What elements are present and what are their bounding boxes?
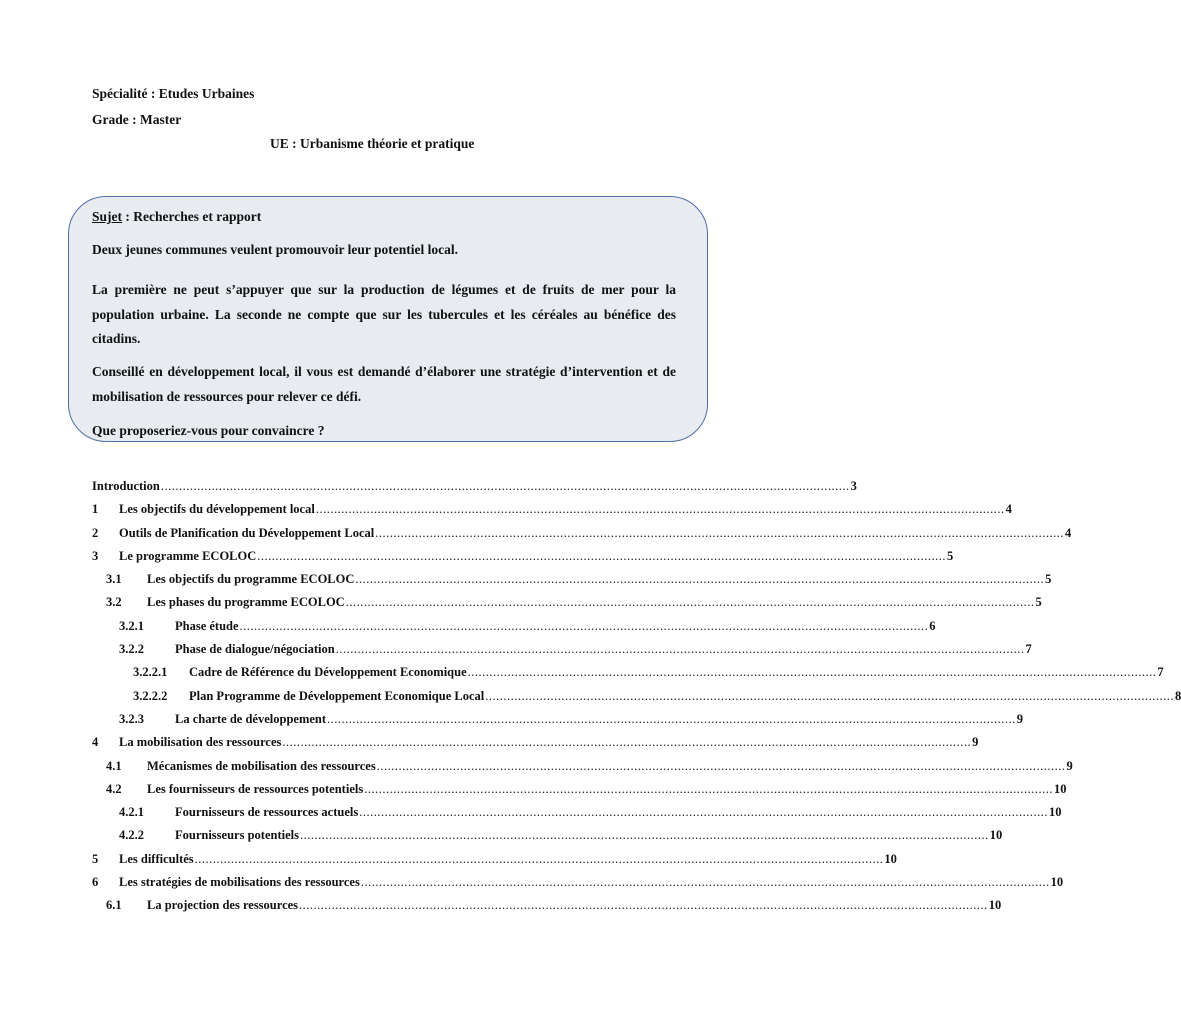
- toc-entry-page: 10: [1053, 781, 1067, 796]
- toc-entry[interactable]: [92, 479, 857, 502]
- toc-entry[interactable]: [92, 502, 1012, 525]
- toc-entry-title: Le programme ECOLOC: [119, 548, 257, 563]
- toc-entry-number: 5: [92, 851, 99, 866]
- toc-entry[interactable]: [92, 618, 936, 642]
- toc-entry[interactable]: [92, 595, 1042, 618]
- toc-entry-number: 4: [92, 735, 99, 750]
- toc-entry-number: 6.1: [106, 898, 122, 913]
- toc-entry-number: 4.1: [106, 758, 122, 773]
- toc-leader-dots: ..............................................................................................................................................................................................: [335, 642, 1025, 657]
- toc-entry-page: 10: [988, 898, 1002, 913]
- toc-entry[interactable]: [92, 828, 1003, 851]
- subject-paragraph-3: Conseillé en développement local, il vous est demandé d’élaborer une stratégie d’intervention et de mobilisation de ressources pour relever ce défi.: [92, 364, 676, 404]
- toc-leader-dots: ..............................................................................................................................................................................................: [282, 735, 972, 750]
- toc-entry[interactable]: [92, 805, 1062, 828]
- toc-leader-dots: ..............................................................................................................................................................................................: [467, 665, 1157, 680]
- toc-entry-page: 10: [1048, 805, 1062, 820]
- toc-entry[interactable]: [92, 898, 1002, 921]
- toc-entry-page: 8: [1174, 688, 1181, 703]
- subject-question: Que proposeriez-vous pour convaincre ?: [92, 423, 325, 438]
- toc-leader-dots: ..............................................................................................................................................................................................: [299, 828, 989, 843]
- toc-entry-page: 5: [1035, 595, 1042, 610]
- toc-entry-page: 7: [1157, 665, 1164, 680]
- toc-entry-title: Cadre de Référence du Développement Economique: [189, 665, 467, 680]
- toc-entry-title: Fournisseurs potentiels: [175, 828, 299, 843]
- toc-entry[interactable]: [92, 665, 1164, 688]
- toc-entry[interactable]: [92, 642, 1032, 665]
- toc-entry-page: 4: [1064, 525, 1072, 540]
- toc-leader-dots: ..............................................................................................................................................................................................: [485, 688, 1174, 703]
- toc-leader-dots: ..............................................................................................................................................................................................: [315, 502, 1005, 517]
- toc-leader-dots: ..............................................................................................................................................................................................: [376, 758, 1066, 773]
- toc-entry-title: La mobilisation des ressources: [119, 735, 282, 750]
- toc-entry[interactable]: [92, 572, 1052, 595]
- toc-entry-title: Phase étude: [175, 618, 239, 633]
- toc-entry-number: 3.2.1: [119, 618, 144, 633]
- toc-entry[interactable]: [92, 781, 1067, 805]
- subject-paragraph-2: La première ne peut s’appuyer que sur la production de légumes et de fruits de mer pour la population urbaine. La seconde ne compte que sur les tubercules et les céréales au bénéfice des citadins.: [92, 282, 676, 346]
- toc-entry[interactable]: [92, 688, 1181, 712]
- toc-entry[interactable]: [92, 711, 1024, 735]
- toc-entry-title: Phase de dialogue/négociation: [175, 642, 335, 657]
- toc-leader-dots: ..............................................................................................................................................................................................: [364, 781, 1053, 796]
- toc-entry-title: Les fournisseurs de ressources potentiels: [147, 781, 364, 796]
- toc-entry-number: 1: [92, 502, 99, 517]
- toc-entry-title: La charte de développement: [175, 711, 327, 726]
- toc-leader-dots: ..............................................................................................................................................................................................: [257, 548, 947, 563]
- subject-paragraph-1: Deux jeunes communes veulent promouvoir leur potentiel local.: [92, 242, 458, 257]
- toc-leader-dots: ..............................................................................................................................................................................................: [299, 898, 988, 913]
- toc-entry-number: 3.2.2.2: [133, 688, 168, 703]
- grade-line: Grade : Master: [92, 112, 182, 127]
- toc-entry-title: Les stratégies de mobilisations des ressources: [119, 875, 360, 890]
- toc-entry-title: Les difficultés: [119, 851, 194, 866]
- toc-entry-page: 4: [1005, 502, 1012, 517]
- toc-leader-dots: ..............................................................................................................................................................................................: [194, 851, 884, 866]
- toc-entry-number: 3.2.2.1: [133, 665, 168, 680]
- sujet-label: Sujet: [92, 209, 122, 224]
- toc-leader-dots: ..............................................................................................................................................................................................: [355, 572, 1045, 587]
- toc-entry-number: 3.2: [106, 595, 122, 610]
- toc-entry-page: 9: [1016, 711, 1024, 726]
- toc-entry-number: 3.2.2: [119, 642, 144, 657]
- specialite-line: Spécialité : Etudes Urbaines: [92, 86, 255, 101]
- toc-entry-page: 10: [1050, 875, 1064, 890]
- toc-leader-dots: ..............................................................................................................................................................................................: [327, 711, 1016, 726]
- toc-entry-page: 10: [884, 851, 897, 866]
- toc-entry-page: 10: [989, 828, 1003, 843]
- toc-entry-number: 3.2.3: [119, 711, 144, 726]
- toc-entry-title: La projection des ressources: [147, 898, 299, 913]
- toc-entry[interactable]: [92, 875, 1064, 898]
- toc-entry[interactable]: [92, 548, 954, 572]
- toc-entry[interactable]: [92, 525, 1072, 549]
- toc-leader-dots: ..............................................................................................................................................................................................: [375, 525, 1064, 540]
- ue-line: UE : Urbanisme théorie et pratique: [270, 136, 475, 151]
- toc-entry-number: 3: [92, 548, 99, 563]
- toc-entry-page: 6: [929, 618, 936, 633]
- sujet-separator: :: [122, 209, 134, 224]
- toc-entry-title: Mécanismes de mobilisation des ressources: [147, 758, 376, 773]
- toc-entry[interactable]: [92, 758, 1073, 782]
- toc-entry-title: Les objectifs du programme ECOLOC: [147, 572, 355, 587]
- toc-leader-dots: ..............................................................................................................................................................................................: [360, 875, 1050, 890]
- toc-leader-dots: ..............................................................................................................................................................................................: [160, 479, 850, 493]
- toc-entry[interactable]: [92, 851, 897, 875]
- toc-entry-title: Introduction: [92, 479, 160, 493]
- toc-entry-page: 7: [1025, 642, 1032, 657]
- subject-heading: [92, 205, 676, 230]
- toc-entry-number: 2: [92, 525, 99, 540]
- toc-leader-dots: ..............................................................................................................................................................................................: [359, 805, 1048, 820]
- toc-entry[interactable]: [92, 735, 979, 758]
- toc-entry-page: 9: [972, 735, 979, 750]
- toc-entry-page: 9: [1066, 758, 1073, 773]
- toc-entry-title: Plan Programme de Développement Economique Local: [189, 688, 485, 703]
- toc-entry-page: 3: [850, 479, 857, 493]
- toc-entry-number: 6: [92, 875, 99, 890]
- toc-entry-title: Les objectifs du développement local: [119, 502, 315, 517]
- table-of-contents: [92, 479, 1181, 922]
- sujet-text: Recherches et rapport: [133, 209, 262, 224]
- toc-entry-number: 4.2: [106, 781, 122, 796]
- toc-entry-number: 3.1: [106, 572, 122, 587]
- toc-entry-title: Les phases du programme ECOLOC: [147, 595, 345, 610]
- toc-entry-number: 4.2.2: [119, 828, 144, 843]
- toc-entry-title: Fournisseurs de ressources actuels: [175, 805, 359, 820]
- toc-entry-page: 5: [1045, 572, 1052, 587]
- toc-leader-dots: ..............................................................................................................................................................................................: [239, 618, 929, 633]
- toc-leader-dots: ..............................................................................................................................................................................................: [345, 595, 1035, 610]
- toc-entry-title: Outils de Planification du Développement Local: [119, 525, 375, 540]
- toc-entry-number: 4.2.1: [119, 805, 144, 820]
- toc-entry-page: 5: [947, 548, 954, 563]
